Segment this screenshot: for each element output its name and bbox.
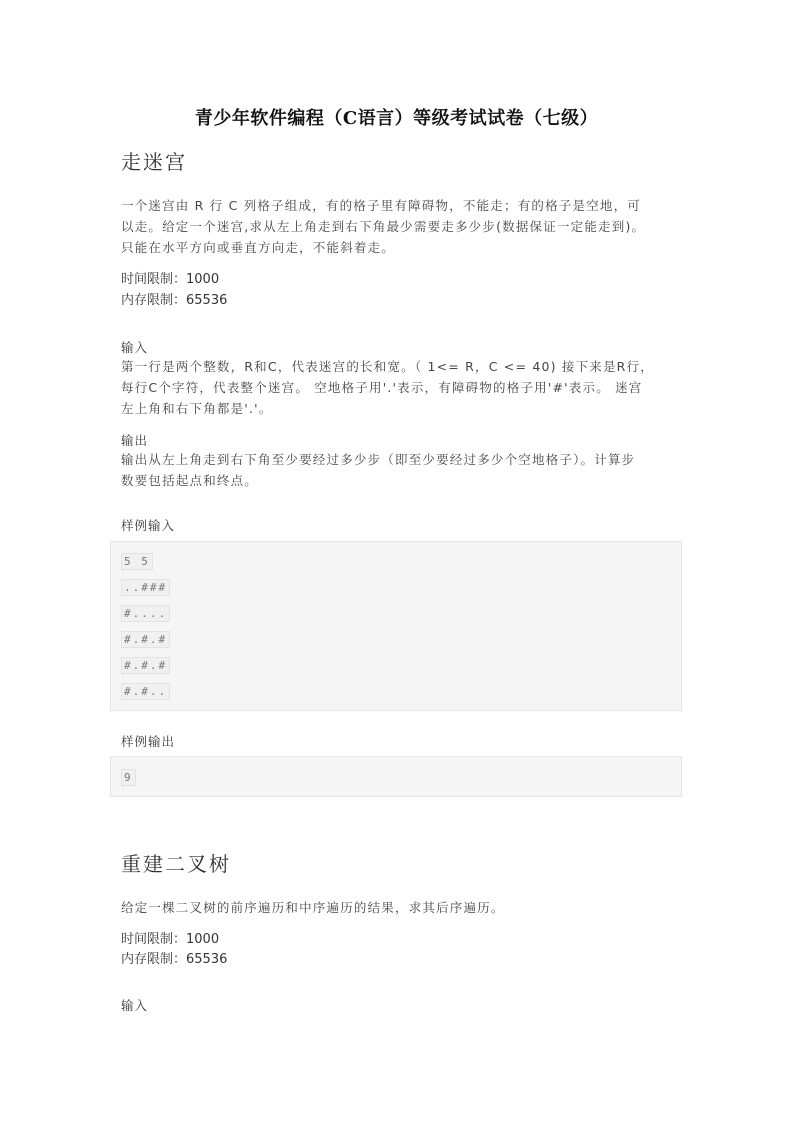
- description-line: 以走。给定一个迷宫,求从左上角走到右下角最少需要走多少步(数据保证一定能走到)。: [121, 219, 646, 234]
- sample-output-box: [110, 756, 682, 797]
- input-line: 左上角和右下角都是'.'。: [121, 401, 273, 416]
- output-line: 输出从左上角走到右下角至少要经过多少步（即至少要经过多少个空地格子）。计算步: [121, 452, 636, 467]
- code-line: #.#.#: [121, 631, 170, 648]
- description-line: 只能在水平方向或垂直方向走，不能斜着走。: [121, 240, 396, 255]
- problem-title: 重建二叉树: [121, 852, 231, 876]
- code-line: ..###: [121, 579, 170, 596]
- time-limit: 时间限制：1000: [121, 272, 220, 287]
- input-description: [121, 356, 677, 419]
- description-line: 一个迷宫由 R 行 C 列格子组成，有的格子里有障碍物，不能走；有的格子是空地，可: [121, 198, 642, 213]
- code-line: #.#..: [121, 683, 170, 700]
- description-line: 给定一棵二叉树的前序遍历和中序遍历的结果，求其后序遍历。: [121, 900, 505, 915]
- output-line: 数要包括起点和终点。: [121, 473, 259, 488]
- time-limit: 时间限制：1000: [121, 932, 220, 947]
- code-line: #....: [121, 605, 170, 622]
- memory-limit: 内存限制：65536: [121, 952, 228, 967]
- document-title: 青少年软件编程（C语言）等级考试试卷（七级）: [194, 108, 599, 129]
- input-line: 每行C个字符，代表整个迷宫。 空地格子用'.'表示，有障碍物的格子用'#'表示。 迷宫: [121, 380, 643, 395]
- sample-output-heading: 样例输出: [121, 734, 176, 749]
- problem-description: [121, 195, 677, 258]
- sample-input-heading: 样例输入: [121, 518, 176, 533]
- output-heading: 输出: [121, 433, 149, 448]
- code-line: 5 5: [121, 553, 153, 570]
- output-description: [121, 449, 677, 491]
- input-heading: 输入: [121, 340, 149, 355]
- problem-title: 走迷宫: [121, 150, 187, 174]
- memory-limit: 内存限制：65536: [121, 293, 228, 308]
- input-line: 第一行是两个整数，R和C，代表迷宫的长和宽。（ 1<= R，C <= 40) 接下来是R行，: [121, 359, 654, 374]
- code-line: 9: [121, 769, 136, 786]
- sample-input-box: [110, 541, 682, 711]
- problem-description: [121, 897, 677, 918]
- code-line: #.#.#: [121, 657, 170, 674]
- input-heading: 输入: [121, 998, 149, 1013]
